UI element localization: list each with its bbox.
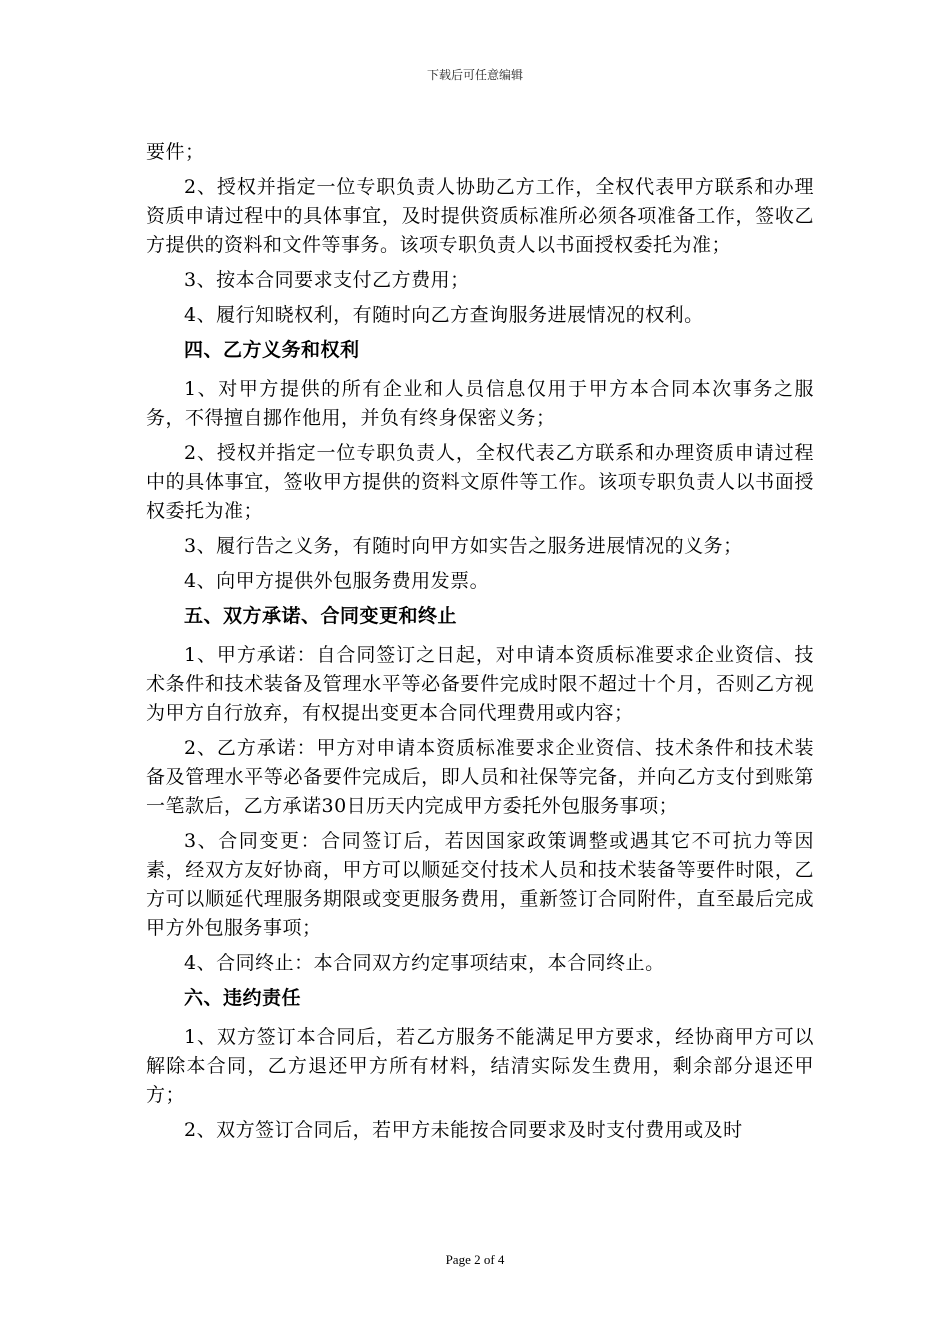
paragraph-commitment-2: 2、乙方承诺：甲方对申请本资质标准要求企业资信、技术条件和技术装备及管理水平等必备要件完成后，即人员和社保等完备，并向乙方支付到账第一笔款后，乙方承诺30日历天内完成甲方委托外包服务事项； xyxy=(146,737,814,817)
paragraph-commitment-3: 3、合同变更：合同签订后，若因国家政策调整或遇其它不可抗力等因素，经双方友好协商，甲方可以顺延交付技术人员和技术装备等要件时限，乙方可以顺延代理服务期限或变更服务费用，重新签订合同附件，直至最后完成甲方外包服务事项； xyxy=(146,830,814,939)
paragraph-commitment-4: 4、合同终止：本合同双方约定事项结束，本合同终止。 xyxy=(184,952,665,974)
section-heading-4: 四、乙方义务和权利 xyxy=(184,339,360,361)
page-header: 下载后可任意编辑 xyxy=(426,68,523,82)
paragraph-party-b-item-4: 4、向甲方提供外包服务费用发票。 xyxy=(184,570,490,592)
paragraph-party-a-item-2: 2、授权并指定一位专职负责人协助乙方工作，全权代表甲方联系和办理资质申请过程中的具体事宜，及时提供资质标准所必须各项准备工作，签收乙方提供的资料和文件等事务。该项专职负责人以书面授权委托为准； xyxy=(146,176,814,256)
section-heading-5: 五、双方承诺、合同变更和终止 xyxy=(184,605,458,627)
paragraph-party-b-item-2: 2、授权并指定一位专职负责人，全权代表乙方联系和办理资质申请过程中的具体事宜，签收甲方提供的资料文原件等工作。该项专职负责人以书面授权委托为准； xyxy=(146,442,814,522)
paragraph-breach-1: 1、双方签订本合同后，若乙方服务不能满足甲方要求，经协商甲方可以解除本合同，乙方退还甲方所有材料，结清实际发生费用，剩余部分退还甲方； xyxy=(146,1026,814,1106)
paragraph-continued-requirements: 要件； xyxy=(146,141,205,163)
paragraph-party-a-item-4: 4、履行知晓权利，有随时向乙方查询服务进展情况的权利。 xyxy=(184,304,704,326)
paragraph-breach-2: 2、双方签订合同后，若甲方未能按合同要求及时支付费用或及时 xyxy=(184,1119,743,1141)
section-heading-6: 六、违约责任 xyxy=(184,987,302,1009)
paragraph-commitment-1: 1、甲方承诺：自合同签订之日起，对申请本资质标准要求企业资信、技术条件和技术装备及管理水平等必备要件完成时限不超过十个月，否则乙方视为甲方自行放弃，有权提出变更本合同代理费用或内容； xyxy=(146,644,814,724)
document-body xyxy=(146,138,814,1151)
page-number-footer: Page 2 of 4 xyxy=(445,1252,505,1267)
paragraph-party-a-item-3: 3、按本合同要求支付乙方费用； xyxy=(184,269,470,291)
paragraph-party-b-item-3: 3、履行告之义务，有随时向甲方如实告之服务进展情况的义务； xyxy=(184,535,743,557)
paragraph-party-b-item-1: 1、对甲方提供的所有企业和人员信息仅用于甲方本合同本次事务之服务，不得擅自挪作他用，并负有终身保密义务； xyxy=(146,378,814,429)
